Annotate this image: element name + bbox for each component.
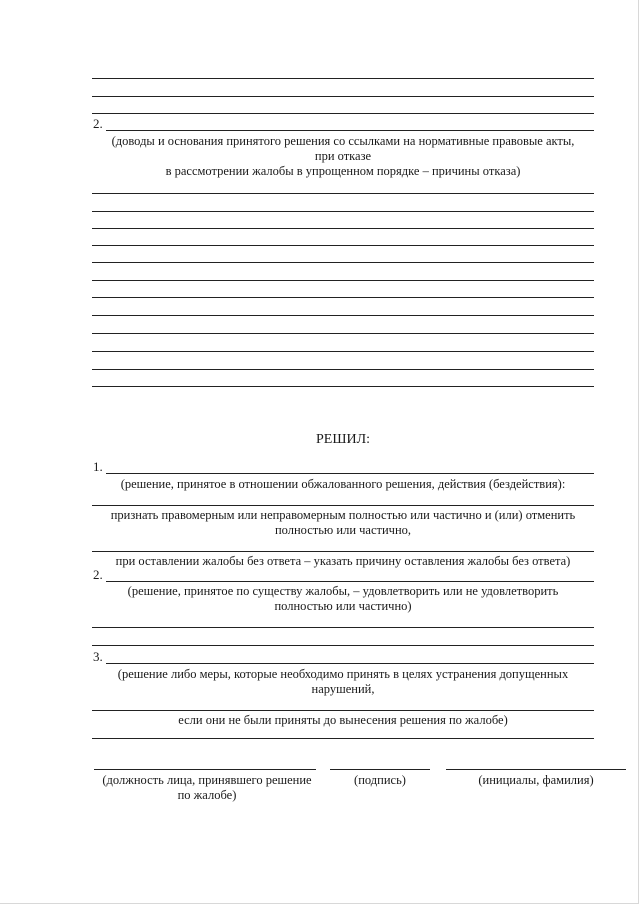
caption: в рассмотрении жалобы в упрощенном порядке – причины отказа)	[165, 164, 521, 178]
blank-line[interactable]	[92, 211, 594, 212]
sign-caption: (подпись)	[354, 773, 406, 787]
caption: при отказе	[314, 149, 372, 163]
caption: (решение, принятое по существу жалобы, – удовлетворить или не удовлетворить	[127, 584, 559, 598]
caption: полностью или частично)	[274, 599, 412, 613]
blank-line[interactable]	[92, 315, 594, 316]
item-number: 2.	[93, 116, 103, 131]
caption: нарушений,	[311, 682, 375, 696]
caption: если они не были приняты до вынесения решения по жалобе)	[178, 713, 508, 727]
blank-line[interactable]	[92, 645, 594, 646]
blank-line[interactable]	[92, 351, 594, 352]
blank-line[interactable]	[92, 228, 594, 229]
blank-line	[92, 96, 594, 97]
fill-line[interactable]	[92, 505, 594, 506]
blank-line[interactable]	[92, 193, 594, 194]
name-line[interactable]	[446, 769, 626, 770]
blank-line[interactable]	[92, 333, 594, 334]
fill-line[interactable]	[106, 473, 594, 474]
caption: (решение, принятое в отношении обжалованного решения, действия (бездействия):	[120, 477, 566, 491]
fill-line[interactable]	[106, 581, 594, 582]
decided-heading: РЕШИЛ:	[316, 432, 370, 447]
blank-line[interactable]	[92, 369, 594, 370]
caption: (решение либо меры, которые необходимо принять в целях устранения допущенных	[117, 667, 569, 681]
blank-line[interactable]	[92, 297, 594, 298]
fill-line[interactable]	[106, 130, 594, 131]
blank-line[interactable]	[92, 245, 594, 246]
fill-line[interactable]	[106, 663, 594, 664]
blank-line[interactable]	[92, 738, 594, 739]
blank-line	[92, 78, 594, 79]
position-caption: по жалобе)	[177, 788, 237, 802]
blank-line[interactable]	[92, 280, 594, 281]
fill-line[interactable]	[92, 551, 594, 552]
blank-line[interactable]	[92, 262, 594, 263]
name-caption: (инициалы, фамилия)	[478, 773, 594, 787]
position-caption: (должность лица, принявшего решение	[102, 773, 312, 787]
caption: признать правомерным или неправомерным полностью или частично и (или) отменить	[110, 508, 576, 522]
caption: полностью или частично,	[274, 523, 412, 537]
fill-line[interactable]	[92, 710, 594, 711]
blank-line[interactable]	[92, 627, 594, 628]
item-number: 2.	[93, 567, 103, 582]
item-number: 1.	[93, 459, 103, 474]
item-number: 3.	[93, 649, 103, 664]
sign-line[interactable]	[330, 769, 430, 770]
caption: при оставлении жалобы без ответа – указать причину оставления жалобы без ответа)	[115, 554, 571, 568]
position-line[interactable]	[94, 769, 316, 770]
caption: (доводы и основания принятого решения со ссылками на нормативные правовые акты,	[111, 134, 575, 148]
blank-line	[92, 113, 594, 114]
blank-line[interactable]	[92, 386, 594, 387]
